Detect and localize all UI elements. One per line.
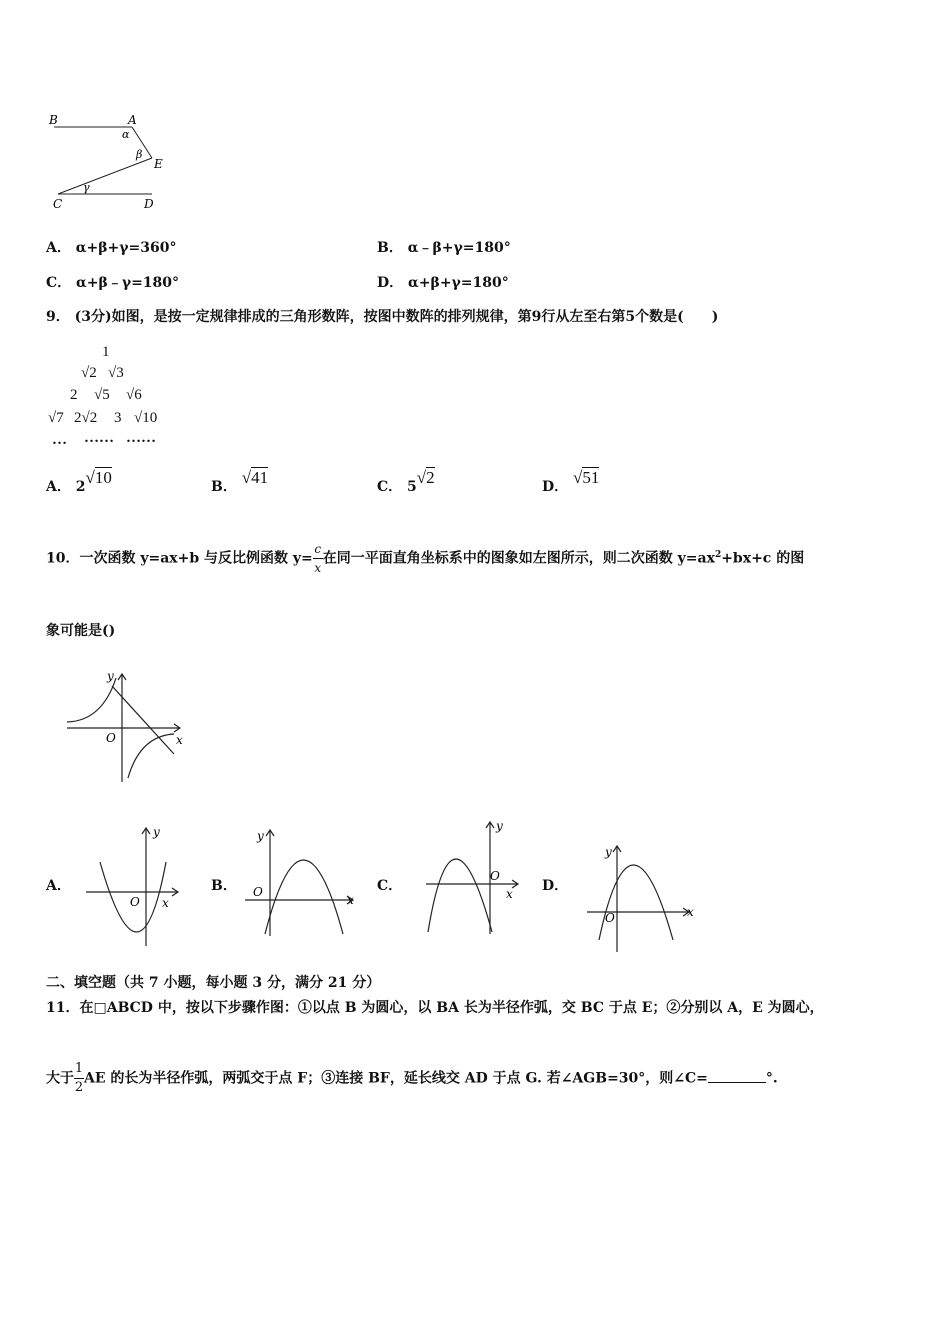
- q8-option-d[interactable]: [377, 272, 509, 292]
- q11-line2-a: 大于: [46, 1070, 74, 1087]
- origin-label: O: [106, 731, 116, 745]
- q10-reference-graph: [62, 666, 192, 786]
- q11-fraction: [74, 1060, 84, 1097]
- q10-option-b-graph[interactable]: [243, 826, 358, 938]
- line-ec: [58, 158, 152, 194]
- option-radicand: 41: [251, 468, 269, 487]
- option-coef: 2: [75, 479, 86, 495]
- label-d: D: [144, 197, 154, 211]
- axis-label-y: y: [107, 669, 114, 683]
- option-key: C．: [46, 275, 72, 291]
- frac-den: 2: [74, 1080, 84, 1095]
- q11-stem-line1: [46, 997, 824, 1017]
- axis-label-x: x: [176, 733, 183, 747]
- option-key: C．: [377, 479, 403, 495]
- q10-number: 10．: [46, 550, 80, 567]
- q8-option-b[interactable]: [377, 237, 511, 257]
- option-key: D．: [377, 275, 404, 291]
- option-text: α+β﹣γ=180°: [76, 275, 180, 291]
- option-coef: 5: [407, 479, 417, 495]
- q10-stem-line2: 象可能是(): [46, 623, 116, 639]
- option-key: B．: [377, 240, 403, 256]
- q10-sup: 2: [714, 549, 722, 560]
- option-text: α+β+γ=180°: [408, 275, 509, 291]
- q8-angle-figure: [44, 110, 174, 215]
- axis-label-y: y: [153, 825, 160, 839]
- answer-blank[interactable]: [708, 1070, 766, 1083]
- q10-option-b-label[interactable]: B．: [211, 878, 237, 894]
- hyperbola-branch-left: [67, 678, 116, 722]
- q9-score: (3分): [74, 309, 112, 325]
- axis-label-y: y: [496, 819, 503, 833]
- q9-option-a[interactable]: [46, 468, 112, 496]
- triangle-cell: √10: [134, 410, 158, 426]
- parabola: [599, 865, 673, 940]
- q8-option-c[interactable]: [46, 272, 179, 292]
- triangle-cell: √7: [48, 410, 64, 426]
- sqrt-icon: √: [416, 468, 427, 487]
- label-gamma: γ: [83, 181, 90, 194]
- q10-text-c: +bx+c 的图: [721, 550, 805, 567]
- q9-stem: [46, 306, 718, 326]
- sqrt-icon: √: [85, 468, 95, 487]
- q9-option-d[interactable]: [542, 468, 600, 496]
- frac-num: 1: [74, 1061, 84, 1076]
- q10-stem-line1: [46, 540, 804, 577]
- axis-label-x: x: [162, 896, 169, 910]
- sqrt-icon: √: [241, 468, 252, 487]
- q10-fraction: [313, 540, 323, 577]
- triangle-cell: 2: [70, 387, 78, 403]
- section-2-title: 二、填空题（共 7 小题，每小题 3 分，满分 21 分）: [46, 975, 381, 991]
- q10-text-a: 一次函数 y=ax+b 与反比例函数 y=: [79, 550, 313, 567]
- label-beta: β: [136, 148, 143, 161]
- option-radicand: 51: [582, 468, 600, 487]
- q9-option-b[interactable]: [211, 468, 269, 496]
- axis-label-x: x: [687, 905, 694, 919]
- triangle-dots: ……: [84, 430, 114, 446]
- triangle-dots: ……: [126, 430, 156, 446]
- triangle-cell: √6: [126, 387, 142, 403]
- linear-function-line: [112, 686, 174, 754]
- q9-number: 9．: [46, 309, 70, 325]
- q10-option-d-graph[interactable]: [585, 840, 695, 955]
- q9-text: 如图，是按一定规律排成的三角形数阵，按图中数阵的排列规律，第9行从左至右第5个数是( ): [111, 309, 719, 325]
- q11-line1: 在□ABCD 中，按以下步骤作图：①以点 B 为圆心，以 BA 长为半径作弧，交 BC 于点 E；②分别以 A，E 为圆心，: [79, 1000, 824, 1016]
- origin-label: O: [490, 869, 500, 883]
- frac-num: c: [314, 542, 322, 556]
- parabola: [428, 859, 492, 932]
- label-c: C: [53, 197, 63, 211]
- triangle-cell: 3: [114, 410, 122, 426]
- triangle-cell: √3: [108, 365, 124, 381]
- triangle-cell: √2: [81, 365, 97, 381]
- option-key: D．: [542, 479, 569, 495]
- label-b: B: [49, 113, 58, 127]
- origin-label: O: [253, 885, 263, 899]
- option-key: A．: [46, 240, 71, 256]
- origin-label: O: [605, 911, 615, 925]
- axis-label-y: y: [257, 829, 264, 843]
- label-a: A: [128, 113, 137, 127]
- q10-option-c-graph[interactable]: [420, 816, 525, 938]
- axis-label-x: x: [506, 887, 513, 901]
- option-key: B．: [211, 479, 237, 495]
- label-alpha: α: [122, 128, 130, 141]
- parabola: [265, 860, 343, 934]
- q10-option-a-graph[interactable]: [82, 822, 182, 947]
- origin-label: O: [130, 895, 140, 909]
- q10-option-d-label[interactable]: D．: [542, 878, 569, 894]
- q11-stem-line2: [46, 1060, 778, 1097]
- hyperbola-branch-right: [128, 734, 174, 778]
- q9-number-triangle: [46, 344, 176, 454]
- option-radicand: 2: [426, 468, 435, 487]
- option-text: α﹣β+γ=180°: [407, 240, 511, 256]
- q8-option-a[interactable]: [46, 237, 176, 257]
- q10-option-a-label[interactable]: A．: [46, 878, 71, 894]
- q11-line2-c: °.: [765, 1070, 778, 1087]
- option-key: A．: [46, 479, 71, 495]
- sqrt-icon: √: [573, 468, 583, 487]
- frac-den: x: [314, 561, 322, 575]
- label-e: E: [154, 157, 163, 171]
- q10-text-b: 在同一平面直角坐标系中的图象如左图所示，则二次函数 y=ax: [322, 550, 715, 567]
- triangle-cell: 1: [102, 344, 110, 360]
- q11-line2-b: AE 的长为半径作弧，两弧交于点 F；③连接 BF，延长线交 AD 于点 G. 若∠AGB=30°，则∠C=: [84, 1070, 708, 1087]
- option-text: α+β+γ=360°: [75, 240, 177, 256]
- q10-option-c-label[interactable]: C．: [377, 878, 403, 894]
- triangle-cell: √5: [94, 387, 110, 403]
- option-radicand: 10: [94, 468, 112, 487]
- triangle-dots: …: [52, 432, 67, 448]
- axis-label-x: x: [347, 893, 354, 907]
- q11-number: 11．: [46, 1000, 80, 1016]
- q9-option-c[interactable]: [377, 468, 435, 496]
- axis-label-y: y: [605, 845, 612, 859]
- triangle-cell: 2√2: [74, 410, 98, 426]
